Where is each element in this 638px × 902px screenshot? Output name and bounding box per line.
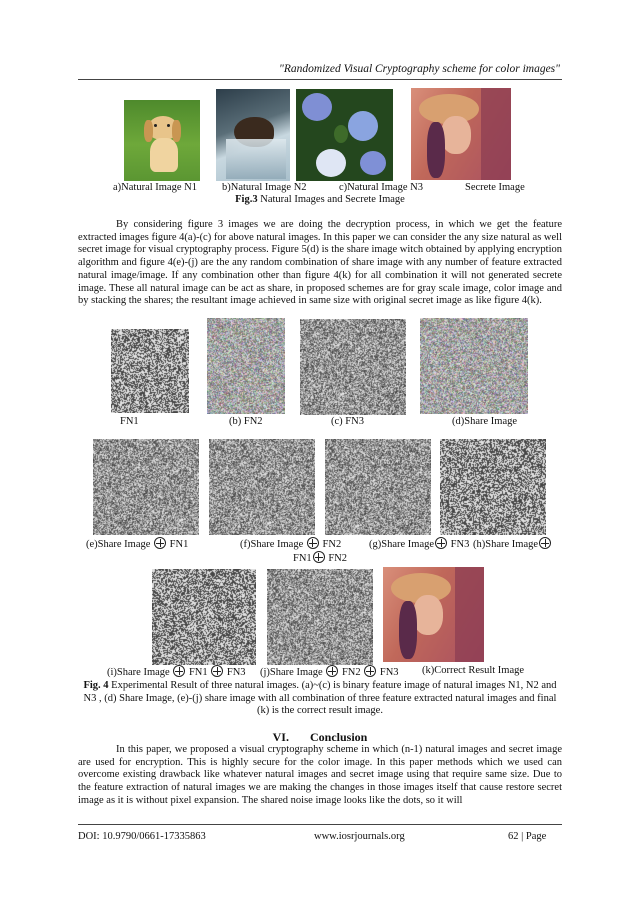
footer-site: www.iosrjournals.org [314,831,405,842]
fig3-title: Natural Images and Secrete Image [260,194,405,205]
correct-result-image [383,567,484,662]
fig3-caption [78,194,562,205]
footer-rule [78,824,562,825]
xor-icon [173,665,185,677]
share-image-f [209,439,315,535]
share-image-e [93,439,199,535]
fig4-caption-f [240,537,341,550]
section-number: VI. [272,730,289,744]
fig4-caption-e [86,537,188,550]
share-image-i [152,569,256,665]
fn3-image [300,319,406,415]
caption-f-text: (f)Share Image [240,539,304,550]
caption-i-text: (i)Share Image [107,667,170,678]
fig3-caption-d: Secrete Image [465,182,525,193]
natural-image-n2 [216,89,290,181]
caption-h-fn1: FN1 [293,553,312,564]
fig4-label: Fig. 4 [83,680,109,691]
section-title: Conclusion [309,730,368,744]
fig4-caption-text: Experimental Result of three natural images. (a)~(c) is binary feature image of natural images N1, N2 and N3 , (d) Share Image, (e)-(j) share image with all combination of three feature extracted natural images and final (k) is the correct result image. [83,680,557,717]
fig4-caption-k: (k)Correct Result Image [422,665,525,676]
xor-icon [307,537,319,549]
fig3-label: Fig.3 [235,194,258,205]
xor-icon [154,537,166,549]
xor-icon [313,551,325,563]
fig4-caption-i [107,665,246,678]
fig4-caption [78,680,562,718]
share-image-j [267,569,373,665]
caption-j-text: (j)Share Image [260,667,323,678]
fig4-caption-h-line2 [293,551,347,564]
natural-image-n3 [296,89,393,181]
caption-i-fn1: FN1 [188,667,208,678]
footer-doi: DOI: 10.9790/0661-17335863 [78,831,206,842]
fig4-caption-c: (c) FN3 [331,416,364,427]
footer-page: 62 | Page [508,831,547,842]
share-image-h [440,439,546,535]
fig4-caption-h [473,537,552,550]
fig4-caption-g [369,537,469,550]
secret-image [411,88,511,180]
caption-h-fn2: FN2 [328,553,347,564]
caption-i-fn3: FN3 [226,667,246,678]
fig3-caption-b: b)Natural Image N2 [222,182,307,193]
share-image-g [325,439,431,535]
fn1-image [111,329,189,413]
xor-icon [326,665,338,677]
caption-g-fn3: FN3 [450,539,470,550]
caption-e-text: (e)Share Image [86,539,151,550]
xor-icon [364,665,376,677]
caption-h-text: (h)Share Image [473,539,539,550]
fig3-caption-c: c)Natural Image N3 [339,182,423,193]
share-image-d [420,318,528,414]
body-paragraph-1: By considering figure 3 images we are doing the decryption process, in which we get the feature extracted images figure 4(a)-(c) for above natural images. In this paper we can consider the any size natural as well secret image for visual cryptography process. Figure 5(d) is the share image witch obtained by applying encryption algorithm and figure 4(e)-(j) are the any random combination of share image with any number of feature extracted natural image/image. If any combination other than figure 4(k) for all combination it will not generated secrete image. These all natural image can be act as share, in proposed schemes are for gray scale image, color image and by stacking the shares; the resultant image achieved in same size with original secret image as like figure 4(k). [78,219,562,307]
body-paragraph-2: In this paper, we proposed a visual cryptography scheme in which (n-1) natural images and secret image are used for encryption. This is highly secure for the color image. In this paper methods which we used can overcome existing drawback like whatever natural images and secret image using that require same size. Due to the feature extraction of natural images we are making the changes in those images itself that cause restore secret image as it is without pixel expansion. The shared noise image looks like the dots, so it will [78,744,562,806]
header-rule [78,79,562,80]
caption-e-fn1: FN1 [169,539,189,550]
fig4-caption-b: (b) FN2 [229,416,263,427]
fig4-caption-a: FN1 [120,416,139,427]
caption-f-fn2: FN2 [322,539,342,550]
caption-j-fn3: FN3 [379,667,399,678]
section-heading [78,730,562,745]
xor-icon [539,537,551,549]
running-header: "Randomized Visual Cryptography scheme for color images" [279,63,560,75]
fn2-image [207,318,285,414]
caption-j-fn2: FN2 [341,667,361,678]
fig4-caption-d: (d)Share Image [452,416,518,427]
xor-icon [211,665,223,677]
xor-icon [435,537,447,549]
natural-image-n1 [124,100,200,181]
caption-g-text: (g)Share Image [369,539,435,550]
fig3-caption-a: a)Natural Image N1 [113,182,197,193]
fig4-caption-j [260,665,399,678]
